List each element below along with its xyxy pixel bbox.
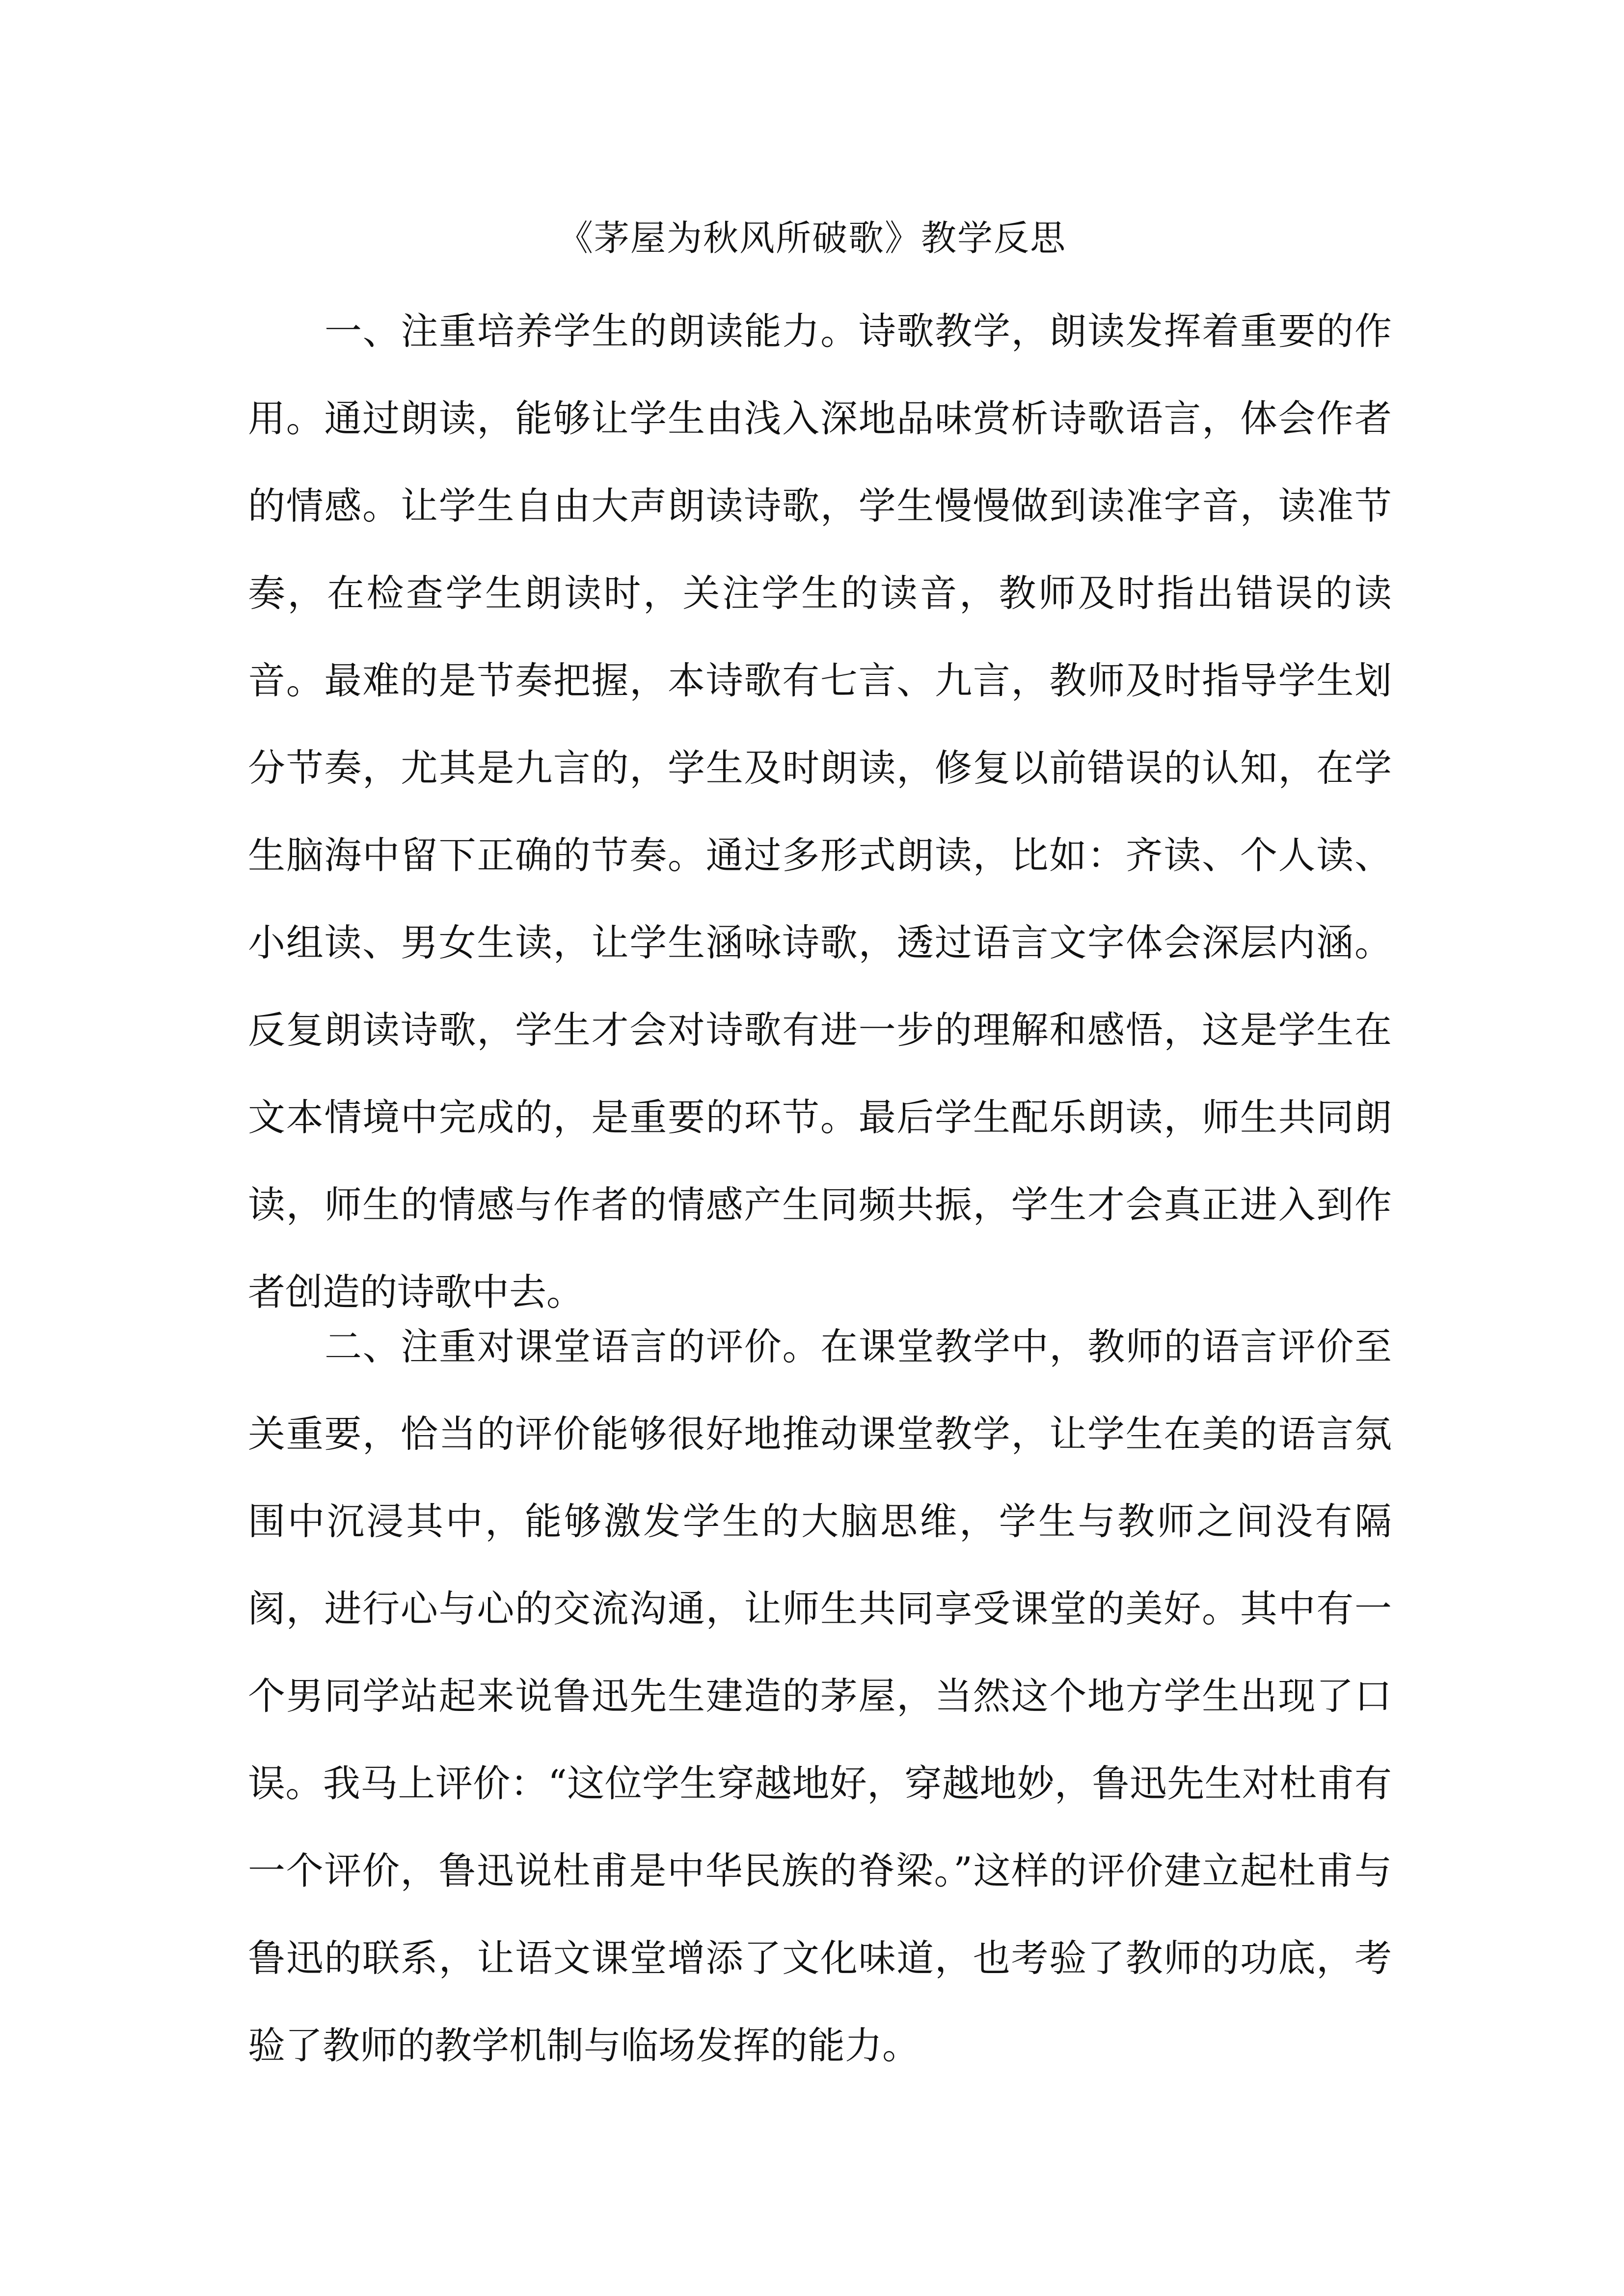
paragraph-reading-ability: 一、注重培养学生的朗读能力。诗歌教学，朗读发挥着重要的作用。通过朗读，能够让学生由浅入深地品味赏析诗歌语言，体会作者的情感。让学生自由大声朗读诗歌，学生慢慢做到读准字音，读准节奏，在检查学生朗读时，关注学生的读音，教师及时指出错误的读音。最难的是节奏把握，本诗歌有七言、九言，教师及时指导学生划分节奏，尤其是九言的，学生及时朗读，修复以前错误的认知，在学生脑海中留下正确的节奏。通过多形式朗读，比如：齐读、个人读、小组读、男女生读，让学生涵咏诗歌，透过语言文字体会深层内涵。反复朗读诗歌，学生才会对诗歌有进一步的理解和感悟，这是学生在文本情境中完成的，是重要的环节。最后学生配乐朗读，师生共同朗读，师生的情感与作者的情感产生同频共振，学生才会真正进入到作者创造的诗歌中去。 <box>248 309 1392 1314</box>
document-title: 《茅屋为秋风所破歌》教学反思 <box>557 217 1066 259</box>
paragraph-classroom-evaluation: 二、注重对课堂语言的评价。在课堂教学中，教师的语言评价至关重要，恰当的评价能够很好地推动课堂教学，让学生在美的语言氛围中沉浸其中，能够激发学生的大脑思维，学生与教师之间没有隔阂，进行心与心的交流沟通，让师生共同享受课堂的美好。其中有一个男同学站起来说鲁迅先生建造的茅屋，当然这个地方学生出现了口误。我马上评价：“这位学生穿越地好，穿越地妙，鲁迅先生对杜甫有一个评价，鲁迅说杜甫是中华民族的脊梁。”这样的评价建立起杜甫与鲁迅的联系，让语文课堂增添了文化味道，也考验了教师的功底，考验了教师的教学机制与临场发挥的能力。 <box>248 1325 1392 2067</box>
